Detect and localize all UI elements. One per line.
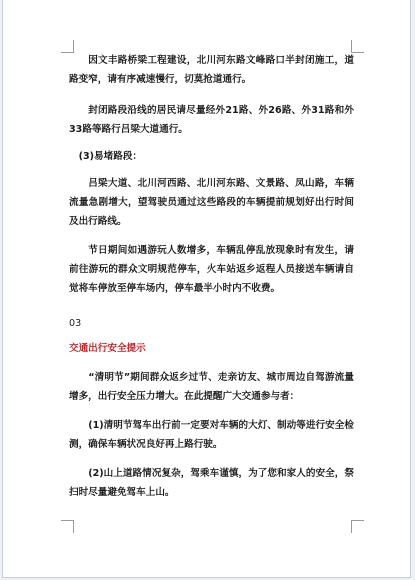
crop-mark-bottom-right <box>351 520 364 533</box>
paragraph-closed-section: 封闭路段沿线的居民请尽量经外21路、外26路、外31路和外33路等路行吕梁大道通行。 <box>69 105 354 135</box>
document-body <box>69 51 354 502</box>
paragraph-congested-heading: (3)易堵路段： <box>78 151 143 162</box>
paragraph-road-construction: 因文丰路桥梁工程建设，北川河东路文峰路口半封闭施工，道路变窄，请有序减速慢行，切莫抢道通行。 <box>69 55 354 85</box>
section-heading: 交通出行安全提示 <box>69 343 146 354</box>
section-number: 03 <box>69 318 82 329</box>
paragraph-vehicle-check: (1)清明节驾车出行前一定要对车辆的大灯、制动等进行安全检测，确保车辆状况良好再上路行驶。 <box>69 420 354 450</box>
document-page <box>2 0 411 578</box>
paragraph-parking-notice: 节日期间如遇游玩人数增多，车辆乱停乱放现象时有发生，请前往游玩的群众文明规范停车，火车站返乡返程人员接送车辆请自觉将车停放至停车场内，停车最半小时内不收费。 <box>69 245 354 294</box>
crop-mark-bottom-left <box>61 520 74 533</box>
paragraph-safety-intro: “清明节”期间群众返乡过节、走亲访友、城市周边自驾游流量增多，出行安全压力增大。在此提醒广大交通参与者： <box>69 372 354 402</box>
paragraph-congested-roads: 吕梁大道、北川河西路、北川河东路、文景路、凤山路，车辆流量急剧增大，望驾驶员通过这些路段的车辆提前规划好出行时间及出行路线。 <box>69 178 354 227</box>
paragraph-mountain-road: (2)山上道路情况复杂，驾乘车谨慎，为了您和家人的安全，祭扫时尽量避免驾车上山。 <box>69 468 354 498</box>
